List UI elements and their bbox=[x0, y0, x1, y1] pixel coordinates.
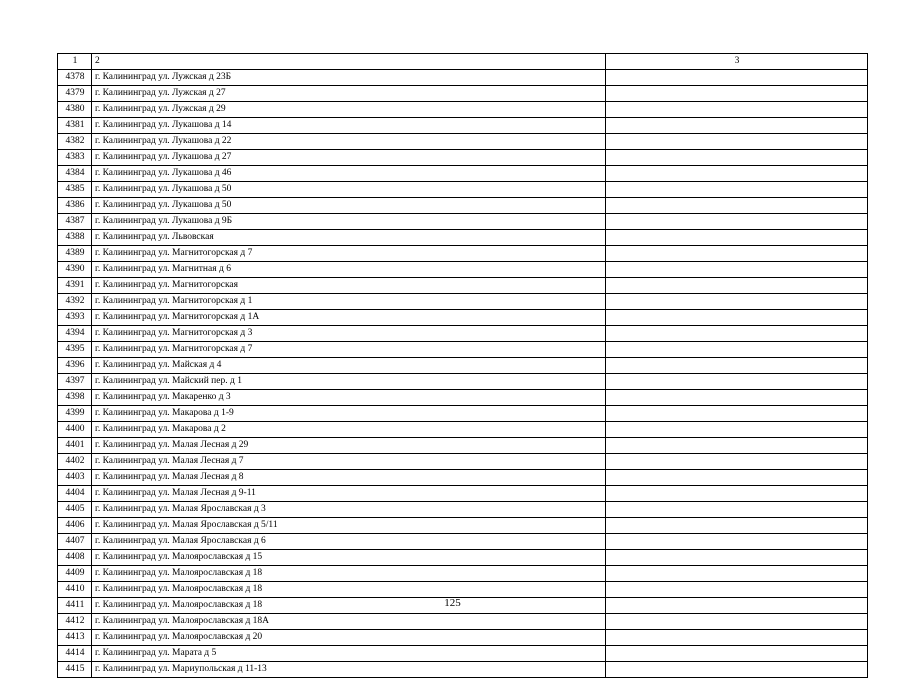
row-number-cell: 4384 bbox=[58, 166, 92, 182]
row-address-cell: г. Калининград ул. Лукашова д 9Б bbox=[92, 214, 606, 230]
row-address-cell: г. Калининград ул. Магнитная д 6 bbox=[92, 262, 606, 278]
row-third-cell bbox=[606, 326, 868, 342]
row-address-cell: г. Калининград ул. Малоярославская д 18 bbox=[92, 598, 606, 614]
row-address-cell: г. Калининград ул. Майская д 4 bbox=[92, 358, 606, 374]
row-number-cell: 4410 bbox=[58, 582, 92, 598]
row-number-cell: 4391 bbox=[58, 278, 92, 294]
row-address-cell: г. Калининград ул. Лукашова д 14 bbox=[92, 118, 606, 134]
row-third-cell bbox=[606, 102, 868, 118]
row-third-cell bbox=[606, 582, 868, 598]
row-number-cell: 4379 bbox=[58, 86, 92, 102]
row-number-cell: 4412 bbox=[58, 614, 92, 630]
column-header-2: 2 bbox=[92, 54, 606, 70]
row-third-cell bbox=[606, 374, 868, 390]
row-address-cell: г. Калининград ул. Малая Лесная д 7 bbox=[92, 454, 606, 470]
table-header-row bbox=[58, 54, 868, 70]
row-address-cell: г. Калининград ул. Марата д 5 bbox=[92, 646, 606, 662]
row-number-cell: 4407 bbox=[58, 534, 92, 550]
row-third-cell bbox=[606, 246, 868, 262]
row-address-cell: г. Калининград ул. Макарова д 2 bbox=[92, 422, 606, 438]
row-number-cell: 4395 bbox=[58, 342, 92, 358]
row-address-cell: г. Калининград ул. Магнитогорская bbox=[92, 278, 606, 294]
table-row bbox=[58, 70, 868, 86]
table-row bbox=[58, 86, 868, 102]
table-row bbox=[58, 134, 868, 150]
row-third-cell bbox=[606, 502, 868, 518]
row-number-cell: 4378 bbox=[58, 70, 92, 86]
row-number-cell: 4398 bbox=[58, 390, 92, 406]
row-third-cell bbox=[606, 118, 868, 134]
table-row bbox=[58, 214, 868, 230]
table-row bbox=[58, 278, 868, 294]
row-number-cell: 4409 bbox=[58, 566, 92, 582]
row-third-cell bbox=[606, 182, 868, 198]
table-row bbox=[58, 454, 868, 470]
table-row bbox=[58, 310, 868, 326]
table-row bbox=[58, 646, 868, 662]
table-row bbox=[58, 534, 868, 550]
row-number-cell: 4405 bbox=[58, 502, 92, 518]
row-number-cell: 4382 bbox=[58, 134, 92, 150]
row-number-cell: 4386 bbox=[58, 198, 92, 214]
row-address-cell: г. Калининград ул. Малоярославская д 18 bbox=[92, 566, 606, 582]
row-third-cell bbox=[606, 518, 868, 534]
table-row bbox=[58, 486, 868, 502]
row-address-cell: г. Калининград ул. Малая Ярославская д 6 bbox=[92, 534, 606, 550]
row-third-cell bbox=[606, 230, 868, 246]
row-address-cell: г. Калининград ул. Макаренко д 3 bbox=[92, 390, 606, 406]
table-row bbox=[58, 150, 868, 166]
row-number-cell: 4413 bbox=[58, 630, 92, 646]
row-third-cell bbox=[606, 166, 868, 182]
row-address-cell: г. Калининград ул. Магнитогорская д 1А bbox=[92, 310, 606, 326]
row-number-cell: 4394 bbox=[58, 326, 92, 342]
row-third-cell bbox=[606, 550, 868, 566]
row-third-cell bbox=[606, 662, 868, 678]
row-address-cell: г. Калининград ул. Лужская д 23Б bbox=[92, 70, 606, 86]
column-header-1: 1 bbox=[58, 54, 92, 70]
row-third-cell bbox=[606, 454, 868, 470]
table-row bbox=[58, 422, 868, 438]
page-number: 125 bbox=[444, 597, 461, 609]
row-number-cell: 4381 bbox=[58, 118, 92, 134]
row-number-cell: 4380 bbox=[58, 102, 92, 118]
row-address-cell: г. Калининград ул. Лукашова д 22 bbox=[92, 134, 606, 150]
table-row bbox=[58, 438, 868, 454]
row-third-cell bbox=[606, 198, 868, 214]
row-third-cell bbox=[606, 278, 868, 294]
row-number-cell: 4402 bbox=[58, 454, 92, 470]
row-address-cell: г. Калининград ул. Малоярославская д 15 bbox=[92, 550, 606, 566]
row-address-cell: г. Калининград ул. Магнитогорская д 3 bbox=[92, 326, 606, 342]
table-row bbox=[58, 614, 868, 630]
table-row bbox=[58, 566, 868, 582]
table-row bbox=[58, 246, 868, 262]
row-address-cell: г. Калининград ул. Малая Ярославская д 3 bbox=[92, 502, 606, 518]
table-body bbox=[58, 70, 868, 678]
table-row bbox=[58, 390, 868, 406]
table-row bbox=[58, 230, 868, 246]
row-third-cell bbox=[606, 470, 868, 486]
table-row bbox=[58, 630, 868, 646]
row-address-cell: г. Калининград ул. Лукашова д 50 bbox=[92, 182, 606, 198]
row-address-cell: г. Калининград ул. Лужская д 29 bbox=[92, 102, 606, 118]
row-third-cell bbox=[606, 406, 868, 422]
row-number-cell: 4404 bbox=[58, 486, 92, 502]
row-number-cell: 4399 bbox=[58, 406, 92, 422]
table-row bbox=[58, 518, 868, 534]
row-number-cell: 4401 bbox=[58, 438, 92, 454]
row-number-cell: 4389 bbox=[58, 246, 92, 262]
row-address-cell: г. Калининград ул. Магнитогорская д 7 bbox=[92, 342, 606, 358]
row-number-cell: 4400 bbox=[58, 422, 92, 438]
table-row bbox=[58, 662, 868, 678]
row-third-cell bbox=[606, 310, 868, 326]
table-row bbox=[58, 294, 868, 310]
row-address-cell: г. Калининград ул. Малая Ярославская д 5/11 bbox=[92, 518, 606, 534]
row-third-cell bbox=[606, 486, 868, 502]
table-row bbox=[58, 182, 868, 198]
table-row bbox=[58, 502, 868, 518]
row-third-cell bbox=[606, 534, 868, 550]
row-address-cell: г. Калининград ул. Львовская bbox=[92, 230, 606, 246]
table-row bbox=[58, 102, 868, 118]
table-row bbox=[58, 262, 868, 278]
row-third-cell bbox=[606, 614, 868, 630]
row-number-cell: 4397 bbox=[58, 374, 92, 390]
table-row bbox=[58, 374, 868, 390]
row-number-cell: 4406 bbox=[58, 518, 92, 534]
row-address-cell: г. Калининград ул. Малоярославская д 18А bbox=[92, 614, 606, 630]
row-address-cell: г. Калининград ул. Макарова д 1-9 bbox=[92, 406, 606, 422]
row-number-cell: 4393 bbox=[58, 310, 92, 326]
row-address-cell: г. Калининград ул. Малая Лесная д 8 bbox=[92, 470, 606, 486]
table-row bbox=[58, 326, 868, 342]
row-address-cell: г. Калининград ул. Малоярославская д 18 bbox=[92, 582, 606, 598]
row-third-cell bbox=[606, 342, 868, 358]
table-row bbox=[58, 406, 868, 422]
row-third-cell bbox=[606, 438, 868, 454]
row-third-cell bbox=[606, 294, 868, 310]
row-address-cell: г. Калининград ул. Мариупольская д 11-13 bbox=[92, 662, 606, 678]
row-number-cell: 4392 bbox=[58, 294, 92, 310]
row-third-cell bbox=[606, 390, 868, 406]
row-third-cell bbox=[606, 70, 868, 86]
row-number-cell: 4414 bbox=[58, 646, 92, 662]
row-third-cell bbox=[606, 422, 868, 438]
row-address-cell: г. Калининград ул. Лужская д 27 bbox=[92, 86, 606, 102]
row-third-cell bbox=[606, 214, 868, 230]
column-header-3: 3 bbox=[606, 54, 868, 70]
row-number-cell: 4411 bbox=[58, 598, 92, 614]
row-address-cell: г. Калининград ул. Майский пер. д 1 bbox=[92, 374, 606, 390]
row-address-cell: г. Калининград ул. Магнитогорская д 1 bbox=[92, 294, 606, 310]
row-address-cell: г. Калининград ул. Магнитогорская д 7 bbox=[92, 246, 606, 262]
row-number-cell: 4387 bbox=[58, 214, 92, 230]
row-number-cell: 4388 bbox=[58, 230, 92, 246]
table-row bbox=[58, 166, 868, 182]
row-third-cell bbox=[606, 630, 868, 646]
row-third-cell bbox=[606, 646, 868, 662]
address-table bbox=[57, 53, 868, 678]
table-row bbox=[58, 198, 868, 214]
table-row bbox=[58, 550, 868, 566]
table-row bbox=[58, 358, 868, 374]
row-third-cell bbox=[606, 262, 868, 278]
row-address-cell: г. Калининград ул. Малая Лесная д 29 bbox=[92, 438, 606, 454]
table-row bbox=[58, 118, 868, 134]
row-address-cell: г. Калининград ул. Лукашова д 46 bbox=[92, 166, 606, 182]
table-header bbox=[58, 54, 868, 70]
row-third-cell bbox=[606, 566, 868, 582]
row-number-cell: 4408 bbox=[58, 550, 92, 566]
row-address-cell: г. Калининград ул. Малая Лесная д 9-11 bbox=[92, 486, 606, 502]
row-number-cell: 4390 bbox=[58, 262, 92, 278]
row-number-cell: 4396 bbox=[58, 358, 92, 374]
row-address-cell: г. Калининград ул. Лукашова д 27 bbox=[92, 150, 606, 166]
row-third-cell bbox=[606, 86, 868, 102]
address-table-container bbox=[57, 53, 849, 678]
table-row bbox=[58, 342, 868, 358]
row-address-cell: г. Калининград ул. Малоярославская д 20 bbox=[92, 630, 606, 646]
table-row bbox=[58, 582, 868, 598]
row-number-cell: 4415 bbox=[58, 662, 92, 678]
row-third-cell bbox=[606, 150, 868, 166]
row-number-cell: 4383 bbox=[58, 150, 92, 166]
row-number-cell: 4403 bbox=[58, 470, 92, 486]
row-third-cell bbox=[606, 358, 868, 374]
row-third-cell bbox=[606, 134, 868, 150]
row-number-cell: 4385 bbox=[58, 182, 92, 198]
table-row bbox=[58, 470, 868, 486]
row-address-cell: г. Калининград ул. Лукашова д 50 bbox=[92, 198, 606, 214]
